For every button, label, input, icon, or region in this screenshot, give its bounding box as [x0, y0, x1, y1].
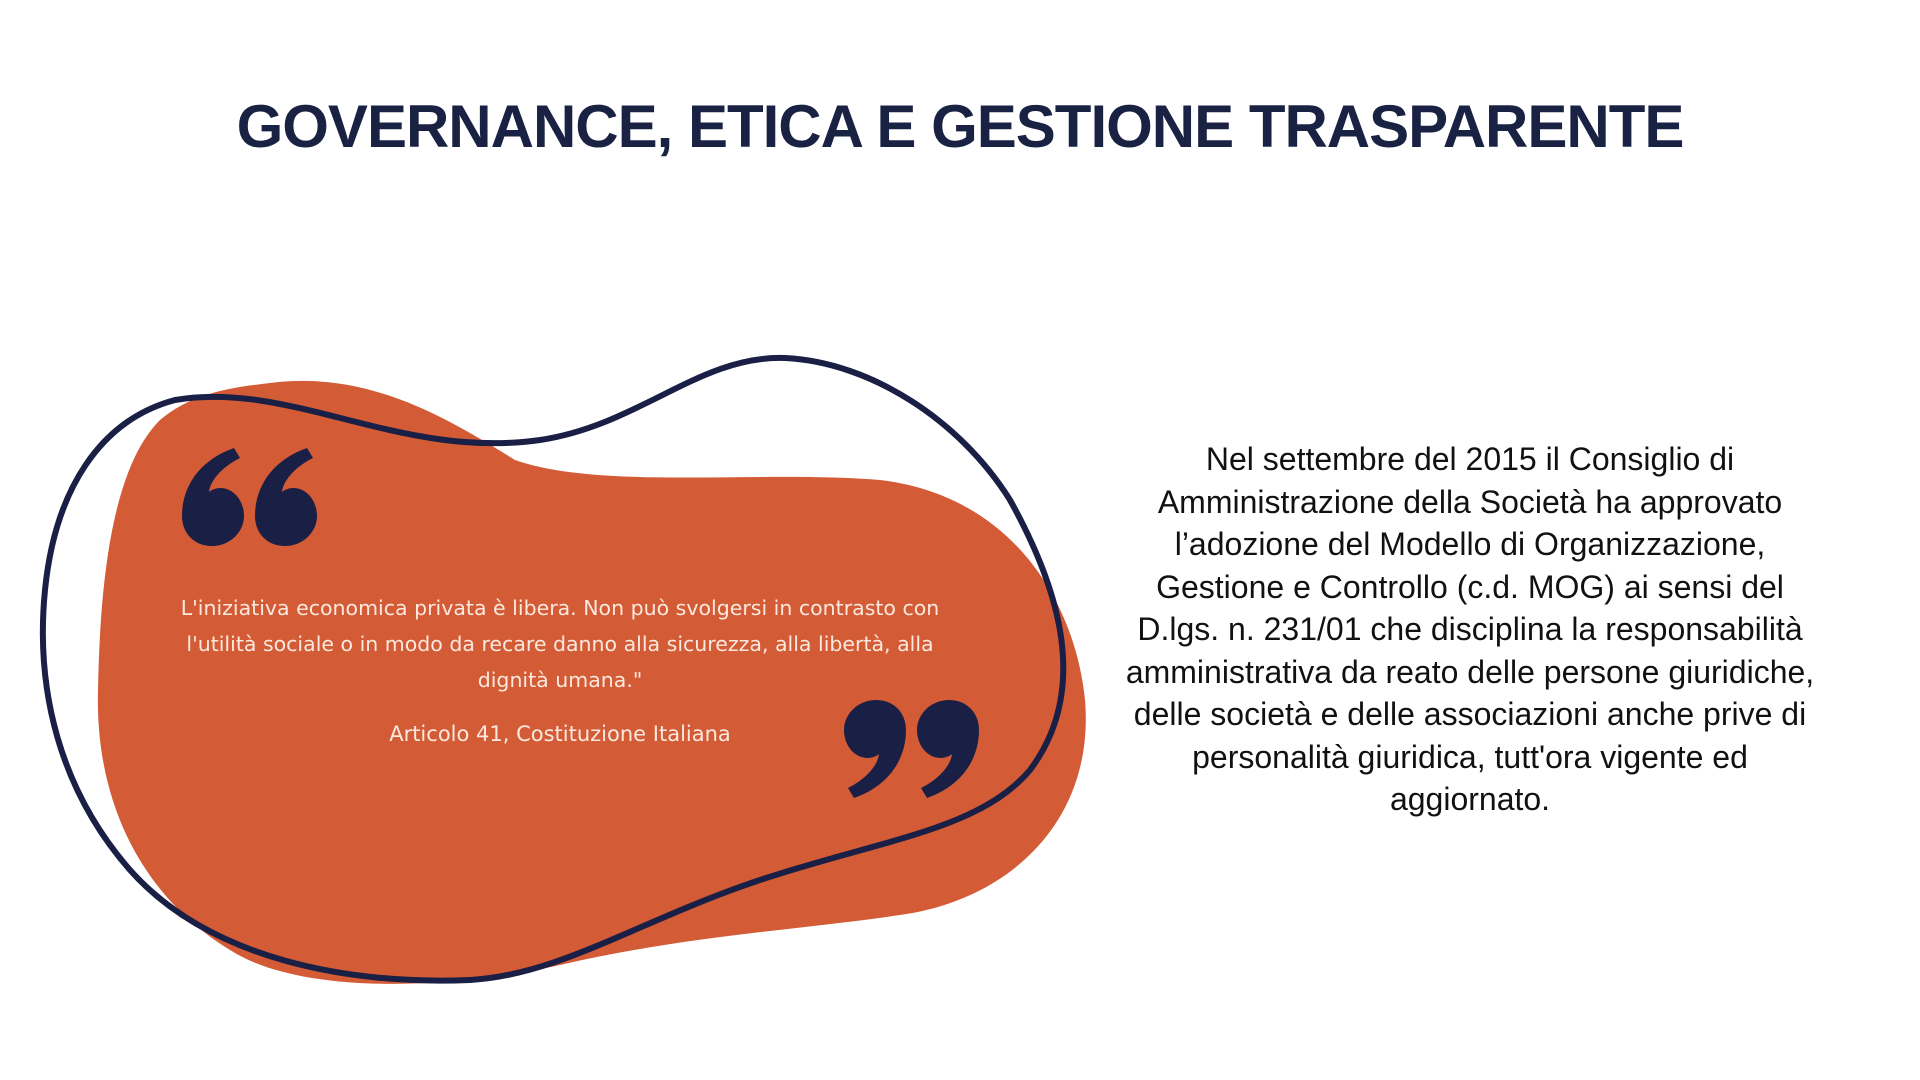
quote-source: Articolo 41, Costituzione Italiana: [389, 722, 731, 746]
slide-title: GOVERNANCE, ETICA E GESTIONE TRASPARENTE: [236, 93, 1684, 160]
quote-text: L'iniziativa economica privata è libera. Non può svolgersi in contrasto con l'utilità sociale o in modo da recare danno alla sicurezza, alla libertà, alla dignità umana.": [180, 596, 940, 692]
open-quote-icon: [182, 448, 317, 546]
body-paragraph: Nel settembre del 2015 il Consiglio di Amministrazione della Società ha approvato l’adozione del Modello di Organizzazione, Gestione e Controllo (c.d. MOG) ai sensi del D.lgs. n. 231/01 che disciplina la responsabilità amministrativa da reato delle persone giuridiche, delle società e delle associazioni anche prive di personalità giuridica, tutt'ora vigente ed aggiornato.: [1125, 441, 1815, 817]
close-quote-icon: [844, 700, 979, 798]
